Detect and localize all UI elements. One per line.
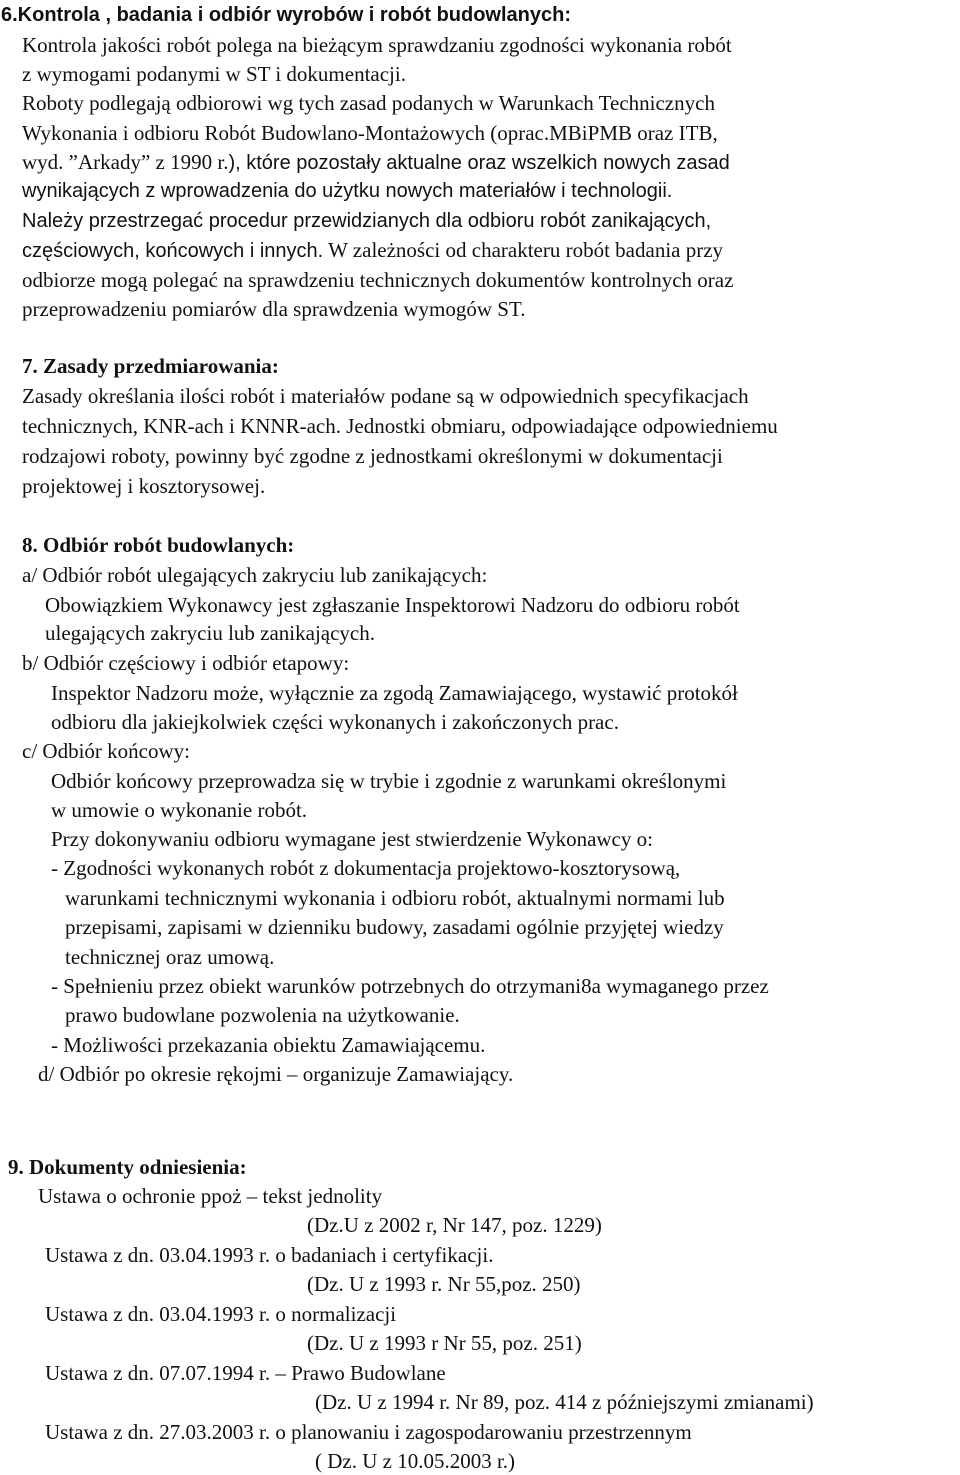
- section6-line-7: Należy przestrzegać procedur przewidzianych dla odbioru robót zanikających,: [22, 210, 712, 232]
- section6-line-4: Wykonania i odbioru Robót Budowlano-Montażowych (oprac.MBiPMB oraz ITB,: [22, 121, 718, 145]
- section9-line-6: (Dz. U z 1993 r Nr 55, poz. 251): [307, 1331, 582, 1355]
- section8-a-line-1: Obowiązkiem Wykonawcy jest zgłaszanie Inspektorowi Nadzoru do odbioru robót: [45, 593, 740, 617]
- section6-line-8-serif: W zależności od charakteru robót badania przy: [323, 238, 724, 262]
- section7-line-3: rodzajowi roboty, powinny być zgodne z jednostkami określonymi w dokumentacji: [22, 444, 723, 468]
- section7-line-1: Zasady określania ilości robót i materiałów podane są w odpowiednich specyfikacjach: [22, 384, 749, 408]
- section8-a-line-2: ulegających zakryciu lub zanikających.: [45, 621, 375, 645]
- section8-a-label: a/ Odbiór robót ulegających zakryciu lub zanikających:: [22, 563, 488, 587]
- section6-line-6: wynikających z wprowadzenia do użytku nowych materiałów i technologii.: [22, 180, 673, 202]
- section6-line-5-sans: ), które pozostały aktualne oraz wszelkich nowych zasad: [228, 152, 730, 174]
- section7-line-4: projektowej i kosztorysowej.: [22, 474, 266, 498]
- section6-line-9: odbiorze mogą polegać na sprawdzeniu technicznych dokumentów kontrolnych oraz: [22, 268, 734, 292]
- section6-line-8: [22, 237, 723, 264]
- section6-line-1: Kontrola jakości robót polega na bieżącym sprawdzaniu zgodności wykonania robót: [22, 33, 732, 57]
- section9-line-10: ( Dz. U z 10.05.2003 r.): [315, 1449, 516, 1473]
- section8-d-label: d/ Odbiór po okresie rękojmi – organizuje Zamawiający.: [38, 1062, 514, 1086]
- section6-line-5: [22, 149, 730, 176]
- section8-heading: 8. Odbiór robót budowlanych:: [22, 533, 295, 557]
- section8-c-line-7: technicznej oraz umową.: [65, 945, 275, 969]
- section9-line-5: Ustawa z dn. 03.04.1993 r. o normalizacji: [45, 1302, 397, 1326]
- section9-line-1: Ustawa o ochronie ppoż – tekst jednolity: [38, 1184, 383, 1208]
- section9-line-2: (Dz.U z 2002 r, Nr 147, poz. 1229): [307, 1213, 602, 1237]
- section8-c-line-1: Odbiór końcowy przeprowadza się w trybie i zgodnie z warunkami określonymi: [51, 769, 727, 793]
- section8-c-line-5: warunkami technicznymi wykonania i odbioru robót, aktualnymi normami lub: [65, 886, 725, 910]
- section6-line-10: przeprowadzeniu pomiarów dla sprawdzenia wymogów ST.: [22, 297, 526, 321]
- section6-line-3: Roboty podlegają odbiorowi wg tych zasad podanych w Warunkach Technicznych: [22, 91, 715, 115]
- section8-c-label: c/ Odbiór końcowy:: [22, 739, 190, 763]
- section6-line-2: z wymogami podanymi w ST i dokumentacji.: [22, 62, 406, 86]
- section8-c-line-8: - Spełnieniu przez obiekt warunków potrzebnych do otrzymani8a wymaganego przez: [51, 974, 769, 998]
- section8-b-line-1: Inspektor Nadzoru może, wyłącznie za zgodą Zamawiającego, wystawić protokół: [51, 681, 738, 705]
- section6-heading: 6.Kontrola , badania i odbiór wyrobów i robót budowlanych:: [1, 4, 572, 26]
- section7-line-2: technicznych, KNR-ach i KNNR-ach. Jednostki obmiaru, odpowiadające odpowiedniemu: [22, 414, 778, 438]
- section8-c-line-2: w umowie o wykonanie robót.: [51, 798, 308, 822]
- section9-heading: 9. Dokumenty odniesienia:: [8, 1155, 247, 1179]
- section8-c-line-3: Przy dokonywaniu odbioru wymagane jest stwierdzenie Wykonawcy o:: [51, 827, 653, 851]
- section8-b-label: b/ Odbiór częściowy i odbiór etapowy:: [22, 651, 350, 675]
- section8-c-line-6: przepisami, zapisami w dzienniku budowy, zasadami ogólnie przyjętej wiedzy: [65, 915, 724, 939]
- section8-c-line-10: - Możliwości przekazania obiektu Zamawiającemu.: [51, 1033, 486, 1057]
- section8-c-line-4: - Zgodności wykonanych robót z dokumentacja projektowo-kosztorysową,: [51, 856, 681, 880]
- section9-line-4: (Dz. U z 1993 r. Nr 55,poz. 250): [307, 1272, 581, 1296]
- section6-line-5-serif: wyd. ”Arkady” z 1990 r.: [22, 150, 229, 174]
- section9-line-9: Ustawa z dn. 27.03.2003 r. o planowaniu i zagospodarowaniu przestrzennym: [45, 1420, 692, 1444]
- section7-heading: 7. Zasady przedmiarowania:: [22, 354, 279, 378]
- section6-line-8-sans: częściowych, końcowych i innych.: [22, 240, 324, 262]
- section9-line-7: Ustawa z dn. 07.07.1994 r. – Prawo Budowlane: [45, 1361, 446, 1385]
- section9-line-3: Ustawa z dn. 03.04.1993 r. o badaniach i certyfikacji.: [45, 1243, 494, 1267]
- section8-b-line-2: odbioru dla jakiejkolwiek części wykonanych i zakończonych prac.: [51, 710, 619, 734]
- section9-line-8: (Dz. U z 1994 r. Nr 89, poz. 414 z późniejszymi zmianami): [315, 1390, 814, 1414]
- section8-c-line-9: prawo budowlane pozwolenia na użytkowanie.: [65, 1003, 460, 1027]
